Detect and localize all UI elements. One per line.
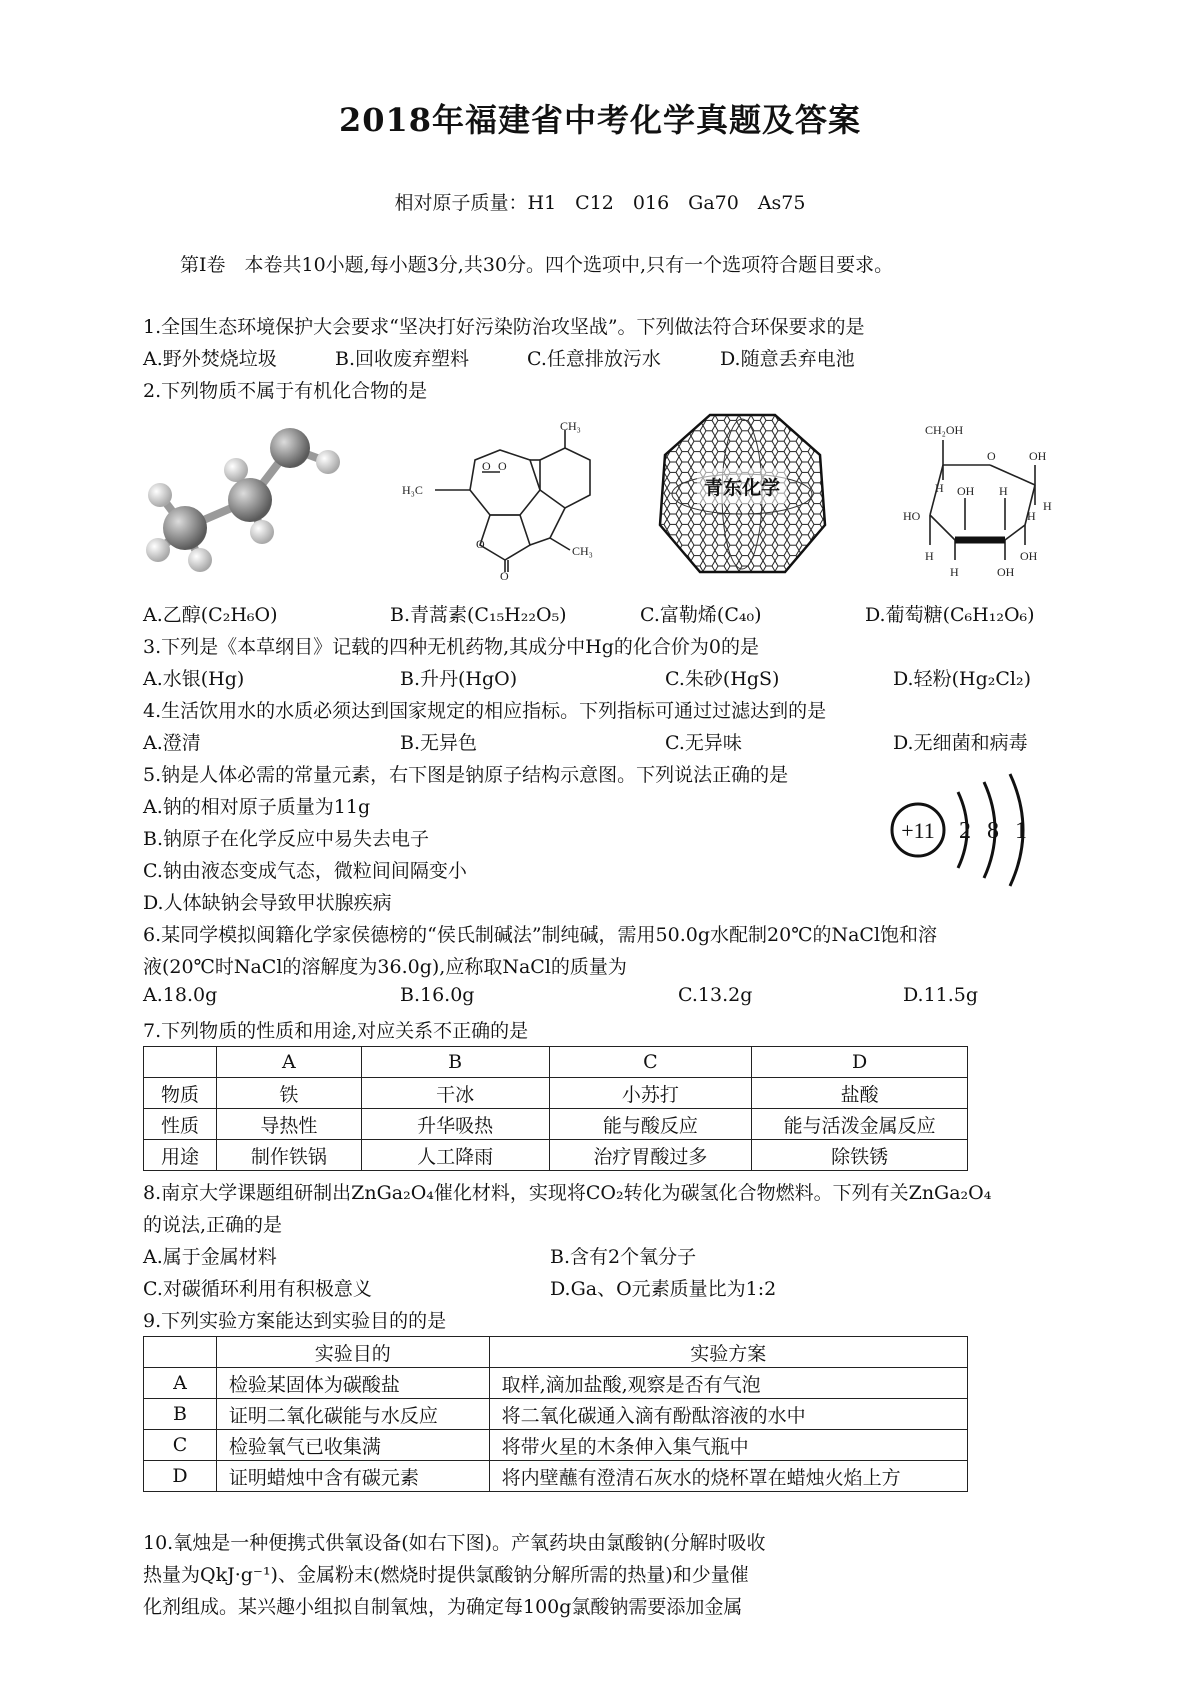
q9-cell: 将二氧化碳通入滴有酚酞溶液的水中 [489, 1399, 967, 1430]
q9-cell: 将带火星的木条伸入集气瓶中 [489, 1430, 967, 1461]
q9-cell: A [144, 1368, 217, 1399]
svg-text:H: H [935, 481, 944, 495]
sodium-atom-diagram [880, 770, 1040, 890]
q5-option-b: B.钠原子在化学反应中易失去电子 [143, 828, 430, 850]
q4-stem: 4.生活饮用水的水质必须达到国家规定的相应指标。下列指标可通过过滤达到的是 [143, 700, 827, 722]
q1-option-a: A.野外焚烧垃圾 [143, 348, 277, 370]
q9-table [143, 1336, 968, 1492]
q3-option-b: B.升丹(HgO) [400, 668, 518, 690]
atom-shell-3: 1 [1015, 818, 1027, 844]
svg-text:O: O [987, 449, 996, 463]
svg-text:OH: OH [1029, 449, 1047, 463]
q10-line2: 热量为QkJ·g⁻¹)、金属粉末(燃烧时提供氯酸钠分解所需的热量)和少量催 [143, 1564, 749, 1586]
q9-cell: 将内壁蘸有澄清石灰水的烧杯罩在蜡烛火焰上方 [489, 1461, 967, 1492]
q9-stem: 9.下列实验方案能达到实验目的的是 [143, 1310, 447, 1332]
table-row [144, 1430, 968, 1461]
q8-option-b: B.含有2个氧分子 [550, 1246, 697, 1268]
fullerene-watermark: 青东化学 [703, 477, 781, 499]
q3-option-a: A.水银(Hg) [143, 668, 245, 690]
q9-cell: C [144, 1430, 217, 1461]
q8-option-d: D.Ga、O元素质量比为1:2 [550, 1278, 777, 1300]
q7-cell: 能与活泼金属反应 [752, 1109, 968, 1140]
q7-header-cell: D [752, 1047, 968, 1078]
atom-shell-1: 2 [959, 818, 971, 844]
q9-cell: 证明二氧化碳能与水反应 [216, 1399, 489, 1430]
q7-header-cell: A [216, 1047, 361, 1078]
table-row [144, 1368, 968, 1399]
q4-option-c: C.无异味 [665, 732, 742, 754]
q4-option-a: A.澄清 [143, 732, 201, 754]
q5-option-d: D.人体缺钠会导致甲状腺疾病 [143, 892, 392, 914]
artemisinin-structure-figure [400, 420, 610, 580]
table-row [144, 1399, 968, 1430]
svg-text:O: O [500, 569, 509, 580]
q7-cell: 性质 [144, 1109, 217, 1140]
q6-stem-line1: 6.某同学模拟闽籍化学家侯德榜的“侯氏制碱法”制纯碱，需用50.0g水配制20℃的NaCl饱和溶 [143, 924, 938, 946]
svg-text:CH₃: CH₃ [560, 420, 581, 433]
q7-cell: 物质 [144, 1078, 217, 1109]
ethanol-model-figure [140, 420, 350, 580]
q2-stem: 2.下列物质不属于有机化合物的是 [143, 380, 428, 402]
q1-option-d: D.随意丢弃电池 [720, 348, 855, 370]
svg-text:H: H [925, 549, 934, 563]
q7-header-cell: C [549, 1047, 752, 1078]
q7-cell: 盐酸 [752, 1078, 968, 1109]
q2-option-a: A.乙醇(C₂H₆O) [143, 604, 278, 626]
svg-text:H: H [950, 565, 959, 579]
svg-text:OH: OH [997, 565, 1015, 579]
q5-option-c: C.钠由液态变成气态，微粒间间隔变小 [143, 860, 467, 882]
table-row [144, 1461, 968, 1492]
q3-option-d: D.轻粉(Hg₂Cl₂) [893, 668, 1032, 690]
q7-cell: 用途 [144, 1140, 217, 1171]
q10-line3: 化剂组成。某兴趣小组拟自制氧烛，为确定每100g氯酸钠需要添加金属 [143, 1596, 743, 1618]
q7-table [143, 1046, 968, 1171]
q7-cell: 制作铁锅 [216, 1140, 361, 1171]
q2-option-b: B.青蒿素(C₁₅H₂₂O₅) [390, 604, 567, 626]
table-row [144, 1047, 968, 1078]
q5-stem: 5.钠是人体必需的常量元素，右下图是钠原子结构示意图。下列说法正确的是 [143, 764, 789, 786]
q9-header-cell: 实验目的 [216, 1337, 489, 1368]
q9-cell: 证明蜡烛中含有碳元素 [216, 1461, 489, 1492]
svg-text:H: H [1043, 499, 1052, 513]
svg-text:O: O [498, 459, 507, 473]
q9-cell: 检验氧气已收集满 [216, 1430, 489, 1461]
q7-cell: 除铁锈 [752, 1140, 968, 1171]
svg-text:H: H [999, 484, 1008, 498]
q6-stem-line2: 液(20℃时NaCl的溶解度为36.0g),应称取NaCl的质量为 [143, 956, 627, 978]
svg-text:CH₂OH: CH₂OH [925, 423, 964, 437]
q3-option-c: C.朱砂(HgS) [665, 668, 780, 690]
svg-text:OH: OH [957, 484, 975, 498]
q1-option-b: B.回收废弃塑料 [335, 348, 470, 370]
q9-cell: B [144, 1399, 217, 1430]
svg-text:O: O [482, 459, 491, 473]
q6-option-d: D.11.5g [903, 984, 979, 1006]
q3-stem: 3.下列是《本草纲目》记载的四种无机药物,其成分中Hg的化合价为0的是 [143, 636, 759, 658]
q1-stem: 1.全国生态环境保护大会要求“坚决打好污染防治攻坚战”。下列做法符合环保要求的是 [143, 316, 865, 338]
q7-cell: 升华吸热 [361, 1109, 549, 1140]
q2-option-c: C.富勒烯(C₄₀) [640, 604, 762, 626]
table-row [144, 1078, 968, 1109]
atom-shell-2: 8 [987, 818, 999, 844]
svg-text:CH₃: CH₃ [572, 544, 593, 558]
q9-header-cell: 实验方案 [489, 1337, 967, 1368]
q1-option-c: C.任意排放污水 [527, 348, 661, 370]
q2-option-d: D.葡萄糖(C₆H₁₂O₆) [865, 604, 1035, 626]
q9-cell: 取样,滴加盐酸,观察是否有气泡 [489, 1368, 967, 1399]
q9-cell: 检验某固体为碳酸盐 [216, 1368, 489, 1399]
q7-stem: 7.下列物质的性质和用途,对应关系不正确的是 [143, 1020, 529, 1042]
table-row [144, 1109, 968, 1140]
q5-option-a: A.钠的相对原子质量为11g [143, 796, 371, 818]
q7-header-cell: B [361, 1047, 549, 1078]
q8-stem-line2: 的说法,正确的是 [143, 1214, 283, 1236]
q7-cell: 干冰 [361, 1078, 549, 1109]
q9-header-cell [144, 1337, 217, 1368]
q10-line1: 10.氧烛是一种便携式供氧设备(如右下图)。产氧药块由氯酸钠(分解时吸收 [143, 1532, 766, 1554]
q7-cell: 治疗胃酸过多 [549, 1140, 752, 1171]
q6-option-c: C.13.2g [678, 984, 753, 1006]
q7-cell: 能与酸反应 [549, 1109, 752, 1140]
q7-cell: 铁 [216, 1078, 361, 1109]
q4-option-b: B.无异色 [400, 732, 478, 754]
svg-text:OH: OH [1020, 549, 1038, 563]
table-row [144, 1337, 968, 1368]
table-row [144, 1140, 968, 1171]
q7-header-cell [144, 1047, 217, 1078]
fullerene-cage-figure [655, 410, 830, 580]
glucose-structure-figure [895, 420, 1085, 580]
q7-cell: 导热性 [216, 1109, 361, 1140]
q7-cell: 人工降雨 [361, 1140, 549, 1171]
q9-cell: D [144, 1461, 217, 1492]
svg-text:H₃C: H₃C [402, 483, 423, 497]
q6-option-b: B.16.0g [400, 984, 475, 1006]
svg-text:O: O [476, 537, 485, 551]
section-intro: 第Ⅰ卷 本卷共10小题,每小题3分,共30分。四个选项中,只有一个选项符合题目要求。 [180, 254, 894, 276]
svg-text:HO: HO [903, 509, 921, 523]
q7-cell: 小苏打 [549, 1078, 752, 1109]
q8-option-a: A.属于金属材料 [143, 1246, 277, 1268]
atom-nucleus-label: +11 [901, 818, 935, 843]
atomic-masses: 相对原子质量：H1 C12 016 Ga70 As75 [394, 192, 806, 214]
page-title: 2018年福建省中考化学真题及答案 [338, 101, 862, 139]
svg-text:H: H [1027, 509, 1036, 523]
q8-stem-line1: 8.南京大学课题组研制出ZnGa₂O₄催化材料，实现将CO₂转化为碳氢化合物燃料。下列有关ZnGa₂O₄ [143, 1182, 992, 1204]
q4-option-d: D.无细菌和病毒 [893, 732, 1028, 754]
q8-option-c: C.对碳循环利用有积极意义 [143, 1278, 372, 1300]
q6-option-a: A.18.0g [143, 984, 218, 1006]
